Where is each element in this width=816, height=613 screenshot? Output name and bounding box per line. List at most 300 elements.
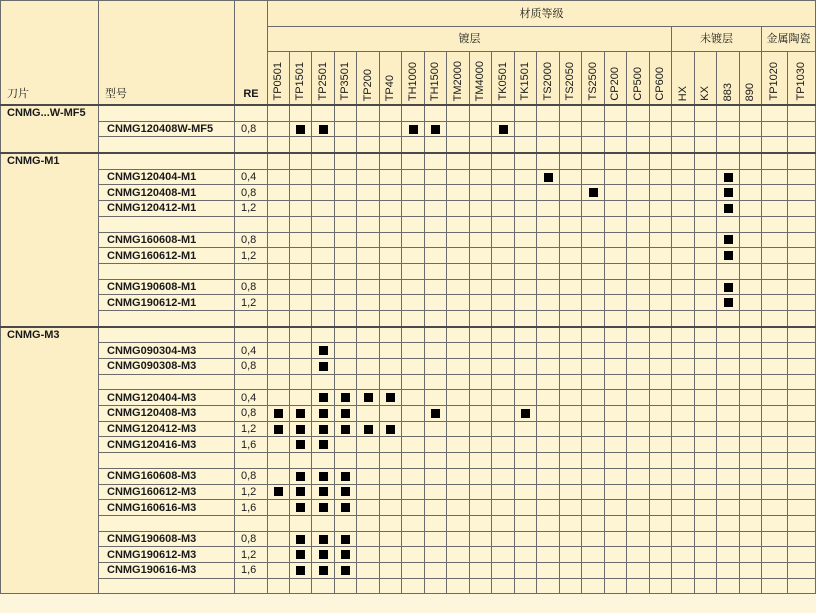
grade-cell bbox=[788, 421, 816, 437]
grade-cell bbox=[650, 216, 672, 232]
grade-cell bbox=[357, 232, 380, 248]
grade-cell bbox=[380, 216, 402, 232]
grade-header-cell bbox=[515, 52, 537, 106]
grade-cell bbox=[627, 310, 650, 326]
grade-cell bbox=[447, 406, 470, 422]
availability-mark bbox=[312, 547, 335, 563]
availability-mark bbox=[290, 562, 312, 578]
grade-cell bbox=[537, 406, 560, 422]
grade-cell bbox=[762, 406, 788, 422]
grade-cell bbox=[650, 153, 672, 169]
grade-cell bbox=[447, 547, 470, 563]
availability-mark bbox=[312, 121, 335, 137]
grade-cell bbox=[605, 562, 627, 578]
grade-cell bbox=[560, 121, 582, 137]
model-cell bbox=[99, 105, 235, 121]
grade-cell bbox=[788, 547, 816, 563]
grade-header-cell bbox=[380, 52, 402, 106]
grade-cell bbox=[788, 343, 816, 359]
grade-cell bbox=[268, 279, 290, 295]
grade-cell bbox=[290, 232, 312, 248]
grade-cell bbox=[492, 484, 515, 500]
grade-cell bbox=[650, 500, 672, 516]
grade-cell bbox=[627, 121, 650, 137]
grade-header-cell bbox=[470, 52, 492, 106]
grade-cell bbox=[650, 105, 672, 121]
grade-header-label: TP1030 bbox=[795, 62, 807, 101]
grade-cell bbox=[788, 468, 816, 484]
grade-cell bbox=[335, 137, 357, 153]
grade-header-label: TS2000 bbox=[541, 62, 554, 101]
grade-cell bbox=[582, 279, 605, 295]
grade-cell bbox=[650, 547, 672, 563]
grade-cell bbox=[515, 390, 537, 406]
grade-cell bbox=[695, 153, 717, 169]
re-cell: 0,4 bbox=[235, 169, 268, 185]
grade-cell bbox=[582, 216, 605, 232]
availability-mark bbox=[335, 547, 357, 563]
grade-cell bbox=[537, 137, 560, 153]
availability-mark bbox=[312, 437, 335, 453]
grade-cell bbox=[492, 515, 515, 531]
grade-cell bbox=[717, 327, 740, 343]
model-cell: CNMG120404-M1 bbox=[99, 169, 235, 185]
grade-cell bbox=[672, 327, 695, 343]
model-cell bbox=[99, 263, 235, 279]
grade-cell bbox=[335, 216, 357, 232]
grade-cell bbox=[425, 327, 447, 343]
availability-mark bbox=[492, 121, 515, 137]
availability-mark bbox=[312, 500, 335, 516]
grade-cell bbox=[605, 578, 627, 594]
grade-cell bbox=[357, 201, 380, 217]
grade-cell bbox=[335, 105, 357, 121]
re-cell: 1,2 bbox=[235, 547, 268, 563]
grade-header-cell bbox=[402, 52, 425, 106]
re-cell: 1,2 bbox=[235, 248, 268, 264]
table-row bbox=[1, 232, 816, 248]
grade-cell bbox=[380, 374, 402, 390]
grade-cell bbox=[447, 105, 470, 121]
grade-cell bbox=[650, 279, 672, 295]
grade-cell bbox=[560, 105, 582, 121]
grade-cell bbox=[717, 500, 740, 516]
grade-cell bbox=[425, 374, 447, 390]
grade-cell bbox=[470, 216, 492, 232]
grade-cell bbox=[740, 105, 762, 121]
re-cell bbox=[235, 310, 268, 326]
grade-cell bbox=[788, 105, 816, 121]
grade-cell bbox=[717, 468, 740, 484]
availability-mark bbox=[402, 121, 425, 137]
grade-cell bbox=[672, 359, 695, 375]
grade-cell bbox=[515, 578, 537, 594]
grade-cell bbox=[672, 437, 695, 453]
grade-cell bbox=[290, 310, 312, 326]
grade-cell bbox=[605, 359, 627, 375]
grade-cell bbox=[537, 153, 560, 169]
grade-cell bbox=[762, 232, 788, 248]
grade-cell bbox=[447, 484, 470, 500]
grade-cell bbox=[560, 310, 582, 326]
grade-cell bbox=[672, 406, 695, 422]
grade-cell bbox=[762, 437, 788, 453]
grade-cell bbox=[560, 169, 582, 185]
grade-cell bbox=[740, 578, 762, 594]
grade-cell bbox=[425, 390, 447, 406]
grade-cell bbox=[740, 137, 762, 153]
grade-cell bbox=[650, 327, 672, 343]
grade-cell bbox=[268, 531, 290, 547]
grade-cell bbox=[380, 263, 402, 279]
grade-cell bbox=[695, 343, 717, 359]
grade-cell bbox=[402, 216, 425, 232]
grade-cell bbox=[672, 453, 695, 469]
grade-cell bbox=[470, 327, 492, 343]
grade-cell bbox=[380, 295, 402, 311]
grade-cell bbox=[537, 105, 560, 121]
availability-mark bbox=[582, 185, 605, 201]
grade-cell bbox=[695, 547, 717, 563]
re-cell: 0,4 bbox=[235, 343, 268, 359]
grade-cell bbox=[605, 263, 627, 279]
grade-cell bbox=[312, 216, 335, 232]
grade-cell bbox=[695, 359, 717, 375]
grade-cell bbox=[357, 248, 380, 264]
grade-cell bbox=[560, 201, 582, 217]
grade-cell bbox=[762, 105, 788, 121]
grade-cell bbox=[357, 105, 380, 121]
availability-mark bbox=[312, 562, 335, 578]
model-cell: CNMG160616-M3 bbox=[99, 500, 235, 516]
grade-cell bbox=[492, 232, 515, 248]
grade-cell bbox=[335, 185, 357, 201]
table-row bbox=[1, 279, 816, 295]
table-row bbox=[1, 437, 816, 453]
grade-cell bbox=[380, 406, 402, 422]
grade-cell bbox=[605, 500, 627, 516]
availability-mark bbox=[335, 406, 357, 422]
grade-cell bbox=[560, 421, 582, 437]
grade-cell bbox=[268, 468, 290, 484]
grade-cell bbox=[492, 437, 515, 453]
grade-cell bbox=[560, 359, 582, 375]
grade-cell bbox=[605, 201, 627, 217]
grade-cell bbox=[402, 484, 425, 500]
grade-cell bbox=[672, 169, 695, 185]
grade-cell bbox=[470, 500, 492, 516]
grade-cell bbox=[402, 578, 425, 594]
grade-cell bbox=[788, 374, 816, 390]
grade-cell bbox=[425, 515, 447, 531]
availability-mark bbox=[717, 248, 740, 264]
grade-cell bbox=[788, 515, 816, 531]
grade-cell bbox=[740, 390, 762, 406]
table-row bbox=[1, 343, 816, 359]
grade-cell bbox=[650, 169, 672, 185]
grade-cell bbox=[447, 500, 470, 516]
grade-cell bbox=[605, 248, 627, 264]
grade-cell bbox=[788, 484, 816, 500]
grade-cell bbox=[470, 263, 492, 279]
grade-header-label: TP1501 bbox=[294, 62, 306, 101]
grade-cell bbox=[650, 390, 672, 406]
grade-cell bbox=[492, 390, 515, 406]
grade-cell bbox=[650, 232, 672, 248]
grade-cell bbox=[672, 310, 695, 326]
grade-cell bbox=[357, 295, 380, 311]
model-cell: CNMG160608-M3 bbox=[99, 468, 235, 484]
grade-cell bbox=[650, 121, 672, 137]
grade-cell bbox=[788, 121, 816, 137]
grade-cell bbox=[290, 453, 312, 469]
grade-cell bbox=[470, 453, 492, 469]
grade-cell bbox=[335, 279, 357, 295]
grade-cell bbox=[470, 279, 492, 295]
model-cell: CNMG190612-M1 bbox=[99, 295, 235, 311]
grade-cell bbox=[672, 248, 695, 264]
grade-cell bbox=[582, 453, 605, 469]
model-cell: CNMG090304-M3 bbox=[99, 343, 235, 359]
grade-cell bbox=[740, 437, 762, 453]
grade-cell bbox=[788, 153, 816, 169]
grade-cell bbox=[717, 547, 740, 563]
grade-cell bbox=[762, 137, 788, 153]
grade-cell bbox=[582, 105, 605, 121]
grade-cell bbox=[788, 390, 816, 406]
grade-cell bbox=[582, 201, 605, 217]
grade-cell bbox=[402, 562, 425, 578]
re-cell: 0,8 bbox=[235, 279, 268, 295]
grade-header-label: TP2501 bbox=[316, 62, 329, 101]
grade-cell bbox=[312, 453, 335, 469]
grade-cell bbox=[627, 169, 650, 185]
grade-cell bbox=[582, 484, 605, 500]
grade-cell bbox=[762, 248, 788, 264]
model-cell: CNMG190612-M3 bbox=[99, 547, 235, 563]
re-cell: 1,6 bbox=[235, 437, 268, 453]
grade-cell bbox=[290, 515, 312, 531]
grade-cell bbox=[380, 484, 402, 500]
grade-cell bbox=[515, 484, 537, 500]
grade-header-label: CP200 bbox=[609, 67, 621, 101]
spacer-row bbox=[1, 310, 816, 326]
grade-cell bbox=[515, 374, 537, 390]
grade-cell bbox=[515, 343, 537, 359]
grade-cell bbox=[672, 562, 695, 578]
grade-cell bbox=[627, 374, 650, 390]
grade-cell bbox=[740, 453, 762, 469]
grade-cell bbox=[627, 500, 650, 516]
grade-cell bbox=[402, 515, 425, 531]
grade-cell bbox=[380, 531, 402, 547]
grade-cell bbox=[560, 515, 582, 531]
grade-cell bbox=[290, 327, 312, 343]
grade-cell bbox=[335, 201, 357, 217]
grade-cell bbox=[717, 484, 740, 500]
grade-cell bbox=[447, 343, 470, 359]
grade-cell bbox=[695, 515, 717, 531]
grade-cell bbox=[740, 374, 762, 390]
grade-header-label: TP40 bbox=[384, 74, 396, 101]
grade-header-label: TS2500 bbox=[586, 62, 599, 101]
grade-cell bbox=[650, 515, 672, 531]
grade-cell bbox=[695, 500, 717, 516]
grade-header-cell bbox=[650, 52, 672, 106]
grade-cell bbox=[717, 453, 740, 469]
grade-cell bbox=[560, 562, 582, 578]
grade-cell bbox=[627, 468, 650, 484]
table-row bbox=[1, 185, 816, 201]
grade-cell bbox=[402, 359, 425, 375]
grade-cell bbox=[357, 547, 380, 563]
grade-cell bbox=[402, 137, 425, 153]
grade-cell bbox=[650, 453, 672, 469]
grade-cell bbox=[470, 515, 492, 531]
table-row bbox=[1, 295, 816, 311]
grade-header-cell bbox=[672, 52, 695, 106]
grade-cell bbox=[515, 515, 537, 531]
grade-cell bbox=[740, 310, 762, 326]
grade-cell bbox=[425, 216, 447, 232]
grade-cell bbox=[402, 343, 425, 359]
grade-header-cell bbox=[740, 52, 762, 106]
availability-mark bbox=[537, 169, 560, 185]
grade-cell bbox=[717, 374, 740, 390]
grade-cell bbox=[402, 453, 425, 469]
grade-cell bbox=[290, 279, 312, 295]
grade-cell bbox=[560, 531, 582, 547]
grade-header-cell bbox=[582, 52, 605, 106]
grade-cell bbox=[560, 547, 582, 563]
grade-cell bbox=[627, 263, 650, 279]
availability-mark bbox=[290, 500, 312, 516]
grade-cell bbox=[357, 153, 380, 169]
re-cell: 1,6 bbox=[235, 500, 268, 516]
grade-cell bbox=[537, 121, 560, 137]
grade-cell bbox=[268, 153, 290, 169]
grade-cell bbox=[425, 421, 447, 437]
grade-cell bbox=[695, 468, 717, 484]
grade-cell bbox=[537, 327, 560, 343]
grade-cell bbox=[492, 359, 515, 375]
grade-cell bbox=[312, 185, 335, 201]
model-cell: CNMG160608-M1 bbox=[99, 232, 235, 248]
re-cell: 0,4 bbox=[235, 390, 268, 406]
grade-cell bbox=[788, 531, 816, 547]
grade-cell bbox=[605, 153, 627, 169]
grade-cell bbox=[695, 484, 717, 500]
grade-cell bbox=[627, 390, 650, 406]
insert-family-label: CNMG-M1 bbox=[1, 153, 99, 327]
grade-cell bbox=[627, 562, 650, 578]
grade-cell bbox=[717, 562, 740, 578]
grade-cell bbox=[312, 515, 335, 531]
availability-mark bbox=[312, 390, 335, 406]
grade-cell bbox=[762, 390, 788, 406]
grade-cell bbox=[515, 453, 537, 469]
grade-cell bbox=[470, 468, 492, 484]
grade-cell bbox=[582, 562, 605, 578]
grade-cell bbox=[492, 531, 515, 547]
grade-cell bbox=[447, 421, 470, 437]
grade-cell bbox=[312, 578, 335, 594]
grade-header-cell bbox=[335, 52, 357, 106]
grade-cell bbox=[515, 121, 537, 137]
grade-cell bbox=[672, 201, 695, 217]
grade-cell bbox=[650, 468, 672, 484]
grade-cell bbox=[627, 578, 650, 594]
grade-header-label: TK0501 bbox=[496, 62, 509, 101]
grade-cell bbox=[380, 468, 402, 484]
grade-cell bbox=[268, 310, 290, 326]
grade-cell bbox=[268, 547, 290, 563]
grade-cell bbox=[717, 406, 740, 422]
spacer-row bbox=[1, 137, 816, 153]
grade-cell bbox=[515, 105, 537, 121]
grade-cell bbox=[492, 137, 515, 153]
grade-cell bbox=[537, 185, 560, 201]
grade-cell bbox=[492, 562, 515, 578]
grade-cell bbox=[447, 562, 470, 578]
grade-cell bbox=[537, 263, 560, 279]
table-row bbox=[1, 421, 816, 437]
grade-cell bbox=[582, 374, 605, 390]
re-cell bbox=[235, 137, 268, 153]
model-cell: CNMG090308-M3 bbox=[99, 359, 235, 375]
grade-cell bbox=[515, 232, 537, 248]
availability-mark bbox=[717, 295, 740, 311]
grade-cell bbox=[425, 437, 447, 453]
model-cell bbox=[99, 327, 235, 343]
grade-header-label: TH1500 bbox=[429, 61, 441, 101]
grade-cell bbox=[268, 343, 290, 359]
grade-cell bbox=[650, 248, 672, 264]
grade-cell bbox=[560, 263, 582, 279]
grade-cell bbox=[268, 453, 290, 469]
model-column-header: 型号 bbox=[99, 1, 235, 106]
availability-mark bbox=[290, 121, 312, 137]
grade-cell bbox=[582, 169, 605, 185]
grade-cell bbox=[515, 327, 537, 343]
grade-cell bbox=[627, 359, 650, 375]
grade-cell bbox=[492, 185, 515, 201]
availability-mark bbox=[268, 484, 290, 500]
grade-cell bbox=[268, 515, 290, 531]
grade-cell bbox=[380, 562, 402, 578]
grade-cell bbox=[788, 169, 816, 185]
availability-mark bbox=[290, 406, 312, 422]
grade-header-cell bbox=[312, 52, 335, 106]
grade-cell bbox=[582, 406, 605, 422]
grade-cell bbox=[672, 531, 695, 547]
model-cell: CNMG120408W-MF5 bbox=[99, 121, 235, 137]
grade-cell bbox=[560, 500, 582, 516]
availability-mark bbox=[380, 421, 402, 437]
grade-cell bbox=[447, 310, 470, 326]
grade-cell bbox=[788, 562, 816, 578]
grade-header-cell bbox=[788, 52, 816, 106]
re-column-header: RE bbox=[235, 1, 268, 106]
grade-cell bbox=[425, 343, 447, 359]
grade-cell bbox=[402, 374, 425, 390]
grade-cell bbox=[470, 137, 492, 153]
grade-cell bbox=[515, 153, 537, 169]
grade-cell bbox=[582, 121, 605, 137]
grade-cell bbox=[740, 169, 762, 185]
grade-cell bbox=[470, 562, 492, 578]
grade-cell bbox=[560, 578, 582, 594]
